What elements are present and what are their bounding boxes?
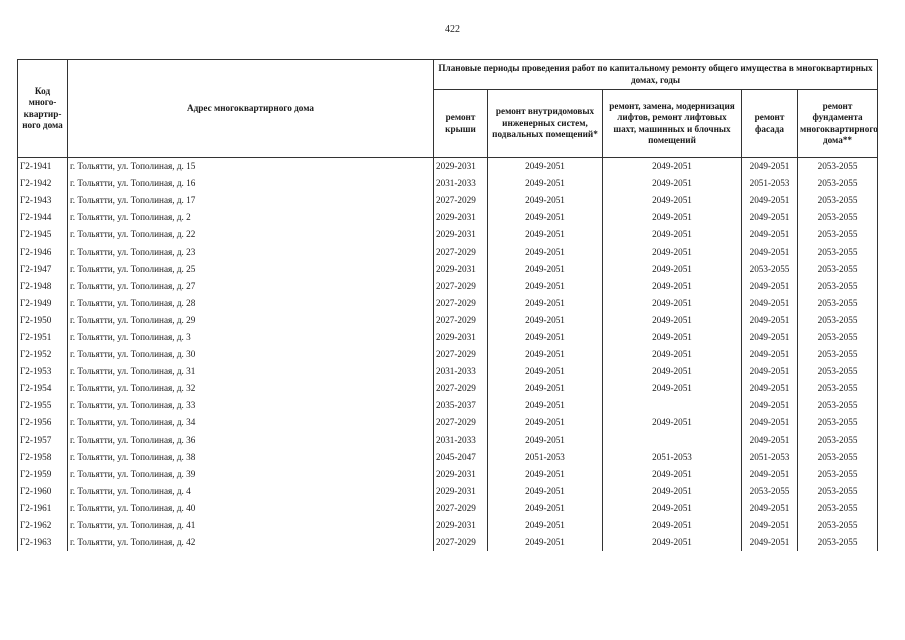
- cell-systems: 2049-2051: [488, 192, 603, 209]
- cell-roof: 2027-2029: [434, 312, 488, 329]
- cell-facade: 2049-2051: [742, 380, 798, 397]
- cell-roof: 2027-2029: [434, 380, 488, 397]
- cell-facade: 2049-2051: [742, 346, 798, 363]
- cell-roof: 2029-2031: [434, 261, 488, 278]
- cell-lifts: [603, 432, 742, 449]
- cell-facade: 2049-2051: [742, 295, 798, 312]
- cell-roof: 2035-2037: [434, 397, 488, 414]
- cell-facade: 2049-2051: [742, 363, 798, 380]
- cell-lifts: 2049-2051: [603, 380, 742, 397]
- cell-foundation: 2053-2055: [798, 295, 878, 312]
- cell-address: г. Тольятти, ул. Тополиная, д. 34: [68, 414, 434, 431]
- cell-address: г. Тольятти, ул. Тополиная, д. 25: [68, 261, 434, 278]
- cell-systems: 2049-2051: [488, 466, 603, 483]
- cell-facade: 2051-2053: [742, 175, 798, 192]
- cell-lifts: 2049-2051: [603, 278, 742, 295]
- cell-facade: 2049-2051: [742, 397, 798, 414]
- cell-lifts: 2049-2051: [603, 192, 742, 209]
- cell-systems: 2049-2051: [488, 261, 603, 278]
- cell-systems: 2049-2051: [488, 363, 603, 380]
- cell-systems: 2049-2051: [488, 329, 603, 346]
- cell-code: Г2-1960: [18, 483, 68, 500]
- cell-roof: 2027-2029: [434, 243, 488, 260]
- cell-foundation: 2053-2055: [798, 380, 878, 397]
- table-row: [18, 363, 878, 380]
- cell-address: г. Тольятти, ул. Тополиная, д. 28: [68, 295, 434, 312]
- cell-roof: 2029-2031: [434, 483, 488, 500]
- cell-facade: 2049-2051: [742, 278, 798, 295]
- header-foundation: ремонт фундамента многоквартирного дома**: [798, 90, 878, 158]
- cell-foundation: 2053-2055: [798, 466, 878, 483]
- header-roof: ремонт крыши: [434, 90, 488, 158]
- table-row: [18, 209, 878, 226]
- cell-facade: 2049-2051: [742, 414, 798, 431]
- cell-code: Г2-1961: [18, 500, 68, 517]
- header-code: Код много-квартир-ного дома: [18, 60, 68, 158]
- cell-foundation: 2053-2055: [798, 483, 878, 500]
- cell-code: Г2-1947: [18, 261, 68, 278]
- cell-address: г. Тольятти, ул. Тополиная, д. 38: [68, 449, 434, 466]
- cell-foundation: 2053-2055: [798, 432, 878, 449]
- cell-facade: 2049-2051: [742, 500, 798, 517]
- cell-roof: 2029-2031: [434, 158, 488, 176]
- cell-address: г. Тольятти, ул. Тополиная, д. 29: [68, 312, 434, 329]
- cell-foundation: 2053-2055: [798, 449, 878, 466]
- cell-facade: 2049-2051: [742, 192, 798, 209]
- cell-roof: 2027-2029: [434, 414, 488, 431]
- cell-systems: 2049-2051: [488, 158, 603, 176]
- table-row: [18, 414, 878, 431]
- cell-systems: 2049-2051: [488, 312, 603, 329]
- cell-systems: 2049-2051: [488, 380, 603, 397]
- cell-roof: 2027-2029: [434, 295, 488, 312]
- table-row: [18, 449, 878, 466]
- cell-lifts: 2049-2051: [603, 517, 742, 534]
- cell-foundation: 2053-2055: [798, 500, 878, 517]
- cell-facade: 2049-2051: [742, 243, 798, 260]
- cell-foundation: 2053-2055: [798, 329, 878, 346]
- cell-code: Г2-1949: [18, 295, 68, 312]
- table-row: [18, 517, 878, 534]
- cell-lifts: 2049-2051: [603, 226, 742, 243]
- cell-foundation: 2053-2055: [798, 158, 878, 176]
- cell-systems: 2049-2051: [488, 483, 603, 500]
- cell-lifts: 2049-2051: [603, 363, 742, 380]
- cell-systems: 2049-2051: [488, 517, 603, 534]
- cell-foundation: 2053-2055: [798, 261, 878, 278]
- cell-address: г. Тольятти, ул. Тополиная, д. 15: [68, 158, 434, 176]
- cell-code: Г2-1959: [18, 466, 68, 483]
- cell-foundation: 2053-2055: [798, 414, 878, 431]
- cell-roof: 2029-2031: [434, 226, 488, 243]
- cell-lifts: 2049-2051: [603, 466, 742, 483]
- cell-lifts: 2049-2051: [603, 483, 742, 500]
- cell-address: г. Тольятти, ул. Тополиная, д. 36: [68, 432, 434, 449]
- cell-systems: 2049-2051: [488, 175, 603, 192]
- table-row: [18, 175, 878, 192]
- cell-code: Г2-1952: [18, 346, 68, 363]
- table-row: [18, 346, 878, 363]
- cell-systems: 2051-2053: [488, 449, 603, 466]
- cell-systems: 2049-2051: [488, 209, 603, 226]
- cell-lifts: [603, 397, 742, 414]
- cell-roof: 2031-2033: [434, 432, 488, 449]
- cell-lifts: 2049-2051: [603, 414, 742, 431]
- cell-foundation: 2053-2055: [798, 209, 878, 226]
- table-row: [18, 158, 878, 176]
- header-facade: ремонт фасада: [742, 90, 798, 158]
- table-row: [18, 278, 878, 295]
- cell-foundation: 2053-2055: [798, 312, 878, 329]
- cell-lifts: 2049-2051: [603, 500, 742, 517]
- table-row: [18, 466, 878, 483]
- cell-roof: 2029-2031: [434, 466, 488, 483]
- table-row: [18, 397, 878, 414]
- table-row: [18, 380, 878, 397]
- cell-facade: 2049-2051: [742, 534, 798, 551]
- table-row: [18, 483, 878, 500]
- table-row: [18, 432, 878, 449]
- header-address: Адрес многоквартирного дома: [68, 60, 434, 158]
- cell-roof: 2031-2033: [434, 363, 488, 380]
- cell-foundation: 2053-2055: [798, 397, 878, 414]
- cell-roof: 2027-2029: [434, 192, 488, 209]
- cell-systems: 2049-2051: [488, 226, 603, 243]
- cell-code: Г2-1945: [18, 226, 68, 243]
- cell-facade: 2049-2051: [742, 517, 798, 534]
- cell-code: Г2-1963: [18, 534, 68, 551]
- cell-lifts: 2049-2051: [603, 346, 742, 363]
- cell-code: Г2-1962: [18, 517, 68, 534]
- cell-address: г. Тольятти, ул. Тополиная, д. 42: [68, 534, 434, 551]
- cell-foundation: 2053-2055: [798, 346, 878, 363]
- cell-facade: 2049-2051: [742, 312, 798, 329]
- cell-roof: 2027-2029: [434, 500, 488, 517]
- cell-lifts: 2049-2051: [603, 243, 742, 260]
- cell-lifts: 2049-2051: [603, 175, 742, 192]
- cell-roof: 2027-2029: [434, 346, 488, 363]
- cell-systems: 2049-2051: [488, 414, 603, 431]
- page-number: 422: [445, 24, 460, 35]
- cell-address: г. Тольятти, ул. Тополиная, д. 41: [68, 517, 434, 534]
- header-engineering-systems: ремонт внутридомовых инженерных систем, подвальных помещений*: [488, 90, 603, 158]
- capital-repair-schedule-table: [17, 59, 878, 551]
- cell-systems: 2049-2051: [488, 500, 603, 517]
- header-planned-periods: Плановые периоды проведения работ по капитальному ремонту общего имущества в многоквартирных домах, годы: [434, 60, 878, 90]
- cell-facade: 2053-2055: [742, 261, 798, 278]
- cell-code: Г2-1955: [18, 397, 68, 414]
- table-row: [18, 500, 878, 517]
- cell-systems: 2049-2051: [488, 534, 603, 551]
- cell-systems: 2049-2051: [488, 397, 603, 414]
- table-row: [18, 534, 878, 551]
- cell-systems: 2049-2051: [488, 432, 603, 449]
- cell-roof: 2027-2029: [434, 534, 488, 551]
- cell-lifts: 2049-2051: [603, 534, 742, 551]
- cell-foundation: 2053-2055: [798, 192, 878, 209]
- table-header: [18, 60, 878, 158]
- cell-address: г. Тольятти, ул. Тополиная, д. 17: [68, 192, 434, 209]
- cell-code: Г2-1942: [18, 175, 68, 192]
- cell-facade: 2051-2053: [742, 449, 798, 466]
- cell-address: г. Тольятти, ул. Тополиная, д. 16: [68, 175, 434, 192]
- table-row: [18, 192, 878, 209]
- cell-code: Г2-1951: [18, 329, 68, 346]
- cell-systems: 2049-2051: [488, 243, 603, 260]
- cell-facade: 2049-2051: [742, 226, 798, 243]
- cell-code: Г2-1948: [18, 278, 68, 295]
- table-row: [18, 261, 878, 278]
- cell-roof: 2027-2029: [434, 278, 488, 295]
- cell-systems: 2049-2051: [488, 346, 603, 363]
- cell-address: г. Тольятти, ул. Тополиная, д. 40: [68, 500, 434, 517]
- cell-foundation: 2053-2055: [798, 534, 878, 551]
- cell-lifts: 2049-2051: [603, 312, 742, 329]
- table-row: [18, 243, 878, 260]
- cell-code: Г2-1944: [18, 209, 68, 226]
- cell-roof: 2029-2031: [434, 517, 488, 534]
- cell-facade: 2049-2051: [742, 432, 798, 449]
- table-row: [18, 329, 878, 346]
- cell-systems: 2049-2051: [488, 278, 603, 295]
- cell-address: г. Тольятти, ул. Тополиная, д. 30: [68, 346, 434, 363]
- cell-code: Г2-1954: [18, 380, 68, 397]
- cell-lifts: 2049-2051: [603, 158, 742, 176]
- cell-code: Г2-1950: [18, 312, 68, 329]
- cell-code: Г2-1958: [18, 449, 68, 466]
- cell-address: г. Тольятти, ул. Тополиная, д. 22: [68, 226, 434, 243]
- cell-roof: 2045-2047: [434, 449, 488, 466]
- cell-address: г. Тольятти, ул. Тополиная, д. 33: [68, 397, 434, 414]
- cell-facade: 2053-2055: [742, 483, 798, 500]
- cell-code: Г2-1953: [18, 363, 68, 380]
- cell-code: Г2-1943: [18, 192, 68, 209]
- table-row: [18, 312, 878, 329]
- cell-roof: 2029-2031: [434, 329, 488, 346]
- header-lifts: ремонт, замена, модернизация лифтов, ремонт лифтовых шахт, машинных и блочных помещений: [603, 90, 742, 158]
- cell-lifts: 2049-2051: [603, 295, 742, 312]
- cell-lifts: 2049-2051: [603, 329, 742, 346]
- cell-foundation: 2053-2055: [798, 363, 878, 380]
- cell-foundation: 2053-2055: [798, 278, 878, 295]
- cell-facade: 2049-2051: [742, 158, 798, 176]
- cell-lifts: 2051-2053: [603, 449, 742, 466]
- table-body: [18, 158, 878, 552]
- table-row: [18, 295, 878, 312]
- cell-address: г. Тольятти, ул. Тополиная, д. 27: [68, 278, 434, 295]
- cell-foundation: 2053-2055: [798, 517, 878, 534]
- cell-address: г. Тольятти, ул. Тополиная, д. 4: [68, 483, 434, 500]
- cell-lifts: 2049-2051: [603, 261, 742, 278]
- cell-foundation: 2053-2055: [798, 226, 878, 243]
- cell-facade: 2049-2051: [742, 329, 798, 346]
- cell-code: Г2-1956: [18, 414, 68, 431]
- cell-foundation: 2053-2055: [798, 175, 878, 192]
- cell-address: г. Тольятти, ул. Тополиная, д. 2: [68, 209, 434, 226]
- cell-address: г. Тольятти, ул. Тополиная, д. 31: [68, 363, 434, 380]
- cell-address: г. Тольятти, ул. Тополиная, д. 23: [68, 243, 434, 260]
- cell-roof: 2029-2031: [434, 209, 488, 226]
- cell-facade: 2049-2051: [742, 466, 798, 483]
- cell-foundation: 2053-2055: [798, 243, 878, 260]
- cell-code: Г2-1957: [18, 432, 68, 449]
- cell-address: г. Тольятти, ул. Тополиная, д. 39: [68, 466, 434, 483]
- cell-facade: 2049-2051: [742, 209, 798, 226]
- cell-code: Г2-1941: [18, 158, 68, 176]
- cell-roof: 2031-2033: [434, 175, 488, 192]
- cell-systems: 2049-2051: [488, 295, 603, 312]
- cell-code: Г2-1946: [18, 243, 68, 260]
- table-row: [18, 226, 878, 243]
- cell-address: г. Тольятти, ул. Тополиная, д. 3: [68, 329, 434, 346]
- cell-address: г. Тольятти, ул. Тополиная, д. 32: [68, 380, 434, 397]
- cell-lifts: 2049-2051: [603, 209, 742, 226]
